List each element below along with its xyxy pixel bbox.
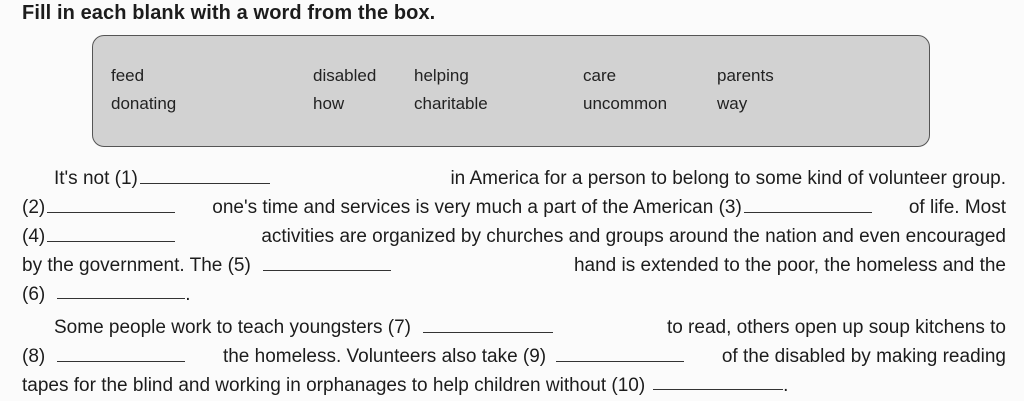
blank-8[interactable] xyxy=(57,343,185,362)
paragraph-line xyxy=(22,164,1006,193)
paragraph-line xyxy=(22,251,1006,280)
text-segment: (2) xyxy=(22,197,46,218)
blank-6[interactable] xyxy=(57,280,185,299)
text-segment: (4) xyxy=(22,226,46,247)
text-segment: activities are organized by churches and groups around the nation and even encouraged xyxy=(261,226,1006,247)
text-segment: one's time and services is very much a part of the American (3) xyxy=(212,197,742,218)
text-segment: of the disabled by making reading xyxy=(721,346,1006,367)
text-segment: It's not (1) xyxy=(54,168,138,189)
word-how: how xyxy=(313,94,345,113)
blank-9[interactable] xyxy=(556,343,684,362)
paragraph-line xyxy=(22,222,1006,251)
paragraph-2 xyxy=(22,313,1006,400)
instruction-heading: Fill in each blank with a word from the box. xyxy=(22,2,436,24)
word-charitable: charitable xyxy=(414,94,488,113)
blank-5[interactable] xyxy=(263,252,391,271)
text-segment: . xyxy=(185,284,191,305)
text-segment: of life. Most xyxy=(908,197,1006,218)
text-segment: . xyxy=(783,375,789,396)
paragraph-line xyxy=(22,193,1006,222)
text-segment: hand is extended to the poor, the homeless and the xyxy=(573,255,1006,276)
blank-3[interactable] xyxy=(744,194,872,213)
paragraph-line xyxy=(22,342,1006,371)
text-segment: (6) xyxy=(22,284,46,305)
text-segment: in America for a person to belong to some kind of volunteer group. xyxy=(450,168,1006,189)
blank-4[interactable] xyxy=(47,223,175,242)
word-parents: parents xyxy=(717,66,774,85)
blank-10[interactable] xyxy=(653,371,783,390)
word-care: care xyxy=(583,66,617,85)
text-segment: (8) xyxy=(22,346,46,367)
text-segment: the homeless. Volunteers also take (9) xyxy=(222,346,547,367)
word-donating: donating xyxy=(111,94,177,113)
word-box xyxy=(92,35,930,147)
text-segment: by the government. The (5) xyxy=(22,255,251,276)
paragraph-line xyxy=(22,313,1006,342)
word-disabled: disabled xyxy=(313,66,377,85)
paragraph-line xyxy=(22,280,1006,309)
paragraph-1 xyxy=(22,164,1006,309)
text-segment: Some people work to teach youngsters (7) xyxy=(54,317,411,338)
word-uncommon: uncommon xyxy=(583,94,668,113)
word-feed: feed xyxy=(111,66,145,85)
word-way: way xyxy=(717,94,748,113)
paragraph-line xyxy=(22,371,1006,400)
blank-1[interactable] xyxy=(140,165,270,184)
text-segment: to read, others open up soup kitchens to xyxy=(666,317,1006,338)
text-segment: tapes for the blind and working in orphanages to help children without (10) xyxy=(22,375,646,396)
blank-7[interactable] xyxy=(423,314,553,333)
blank-2[interactable] xyxy=(47,194,175,213)
word-helping: helping xyxy=(414,66,469,85)
